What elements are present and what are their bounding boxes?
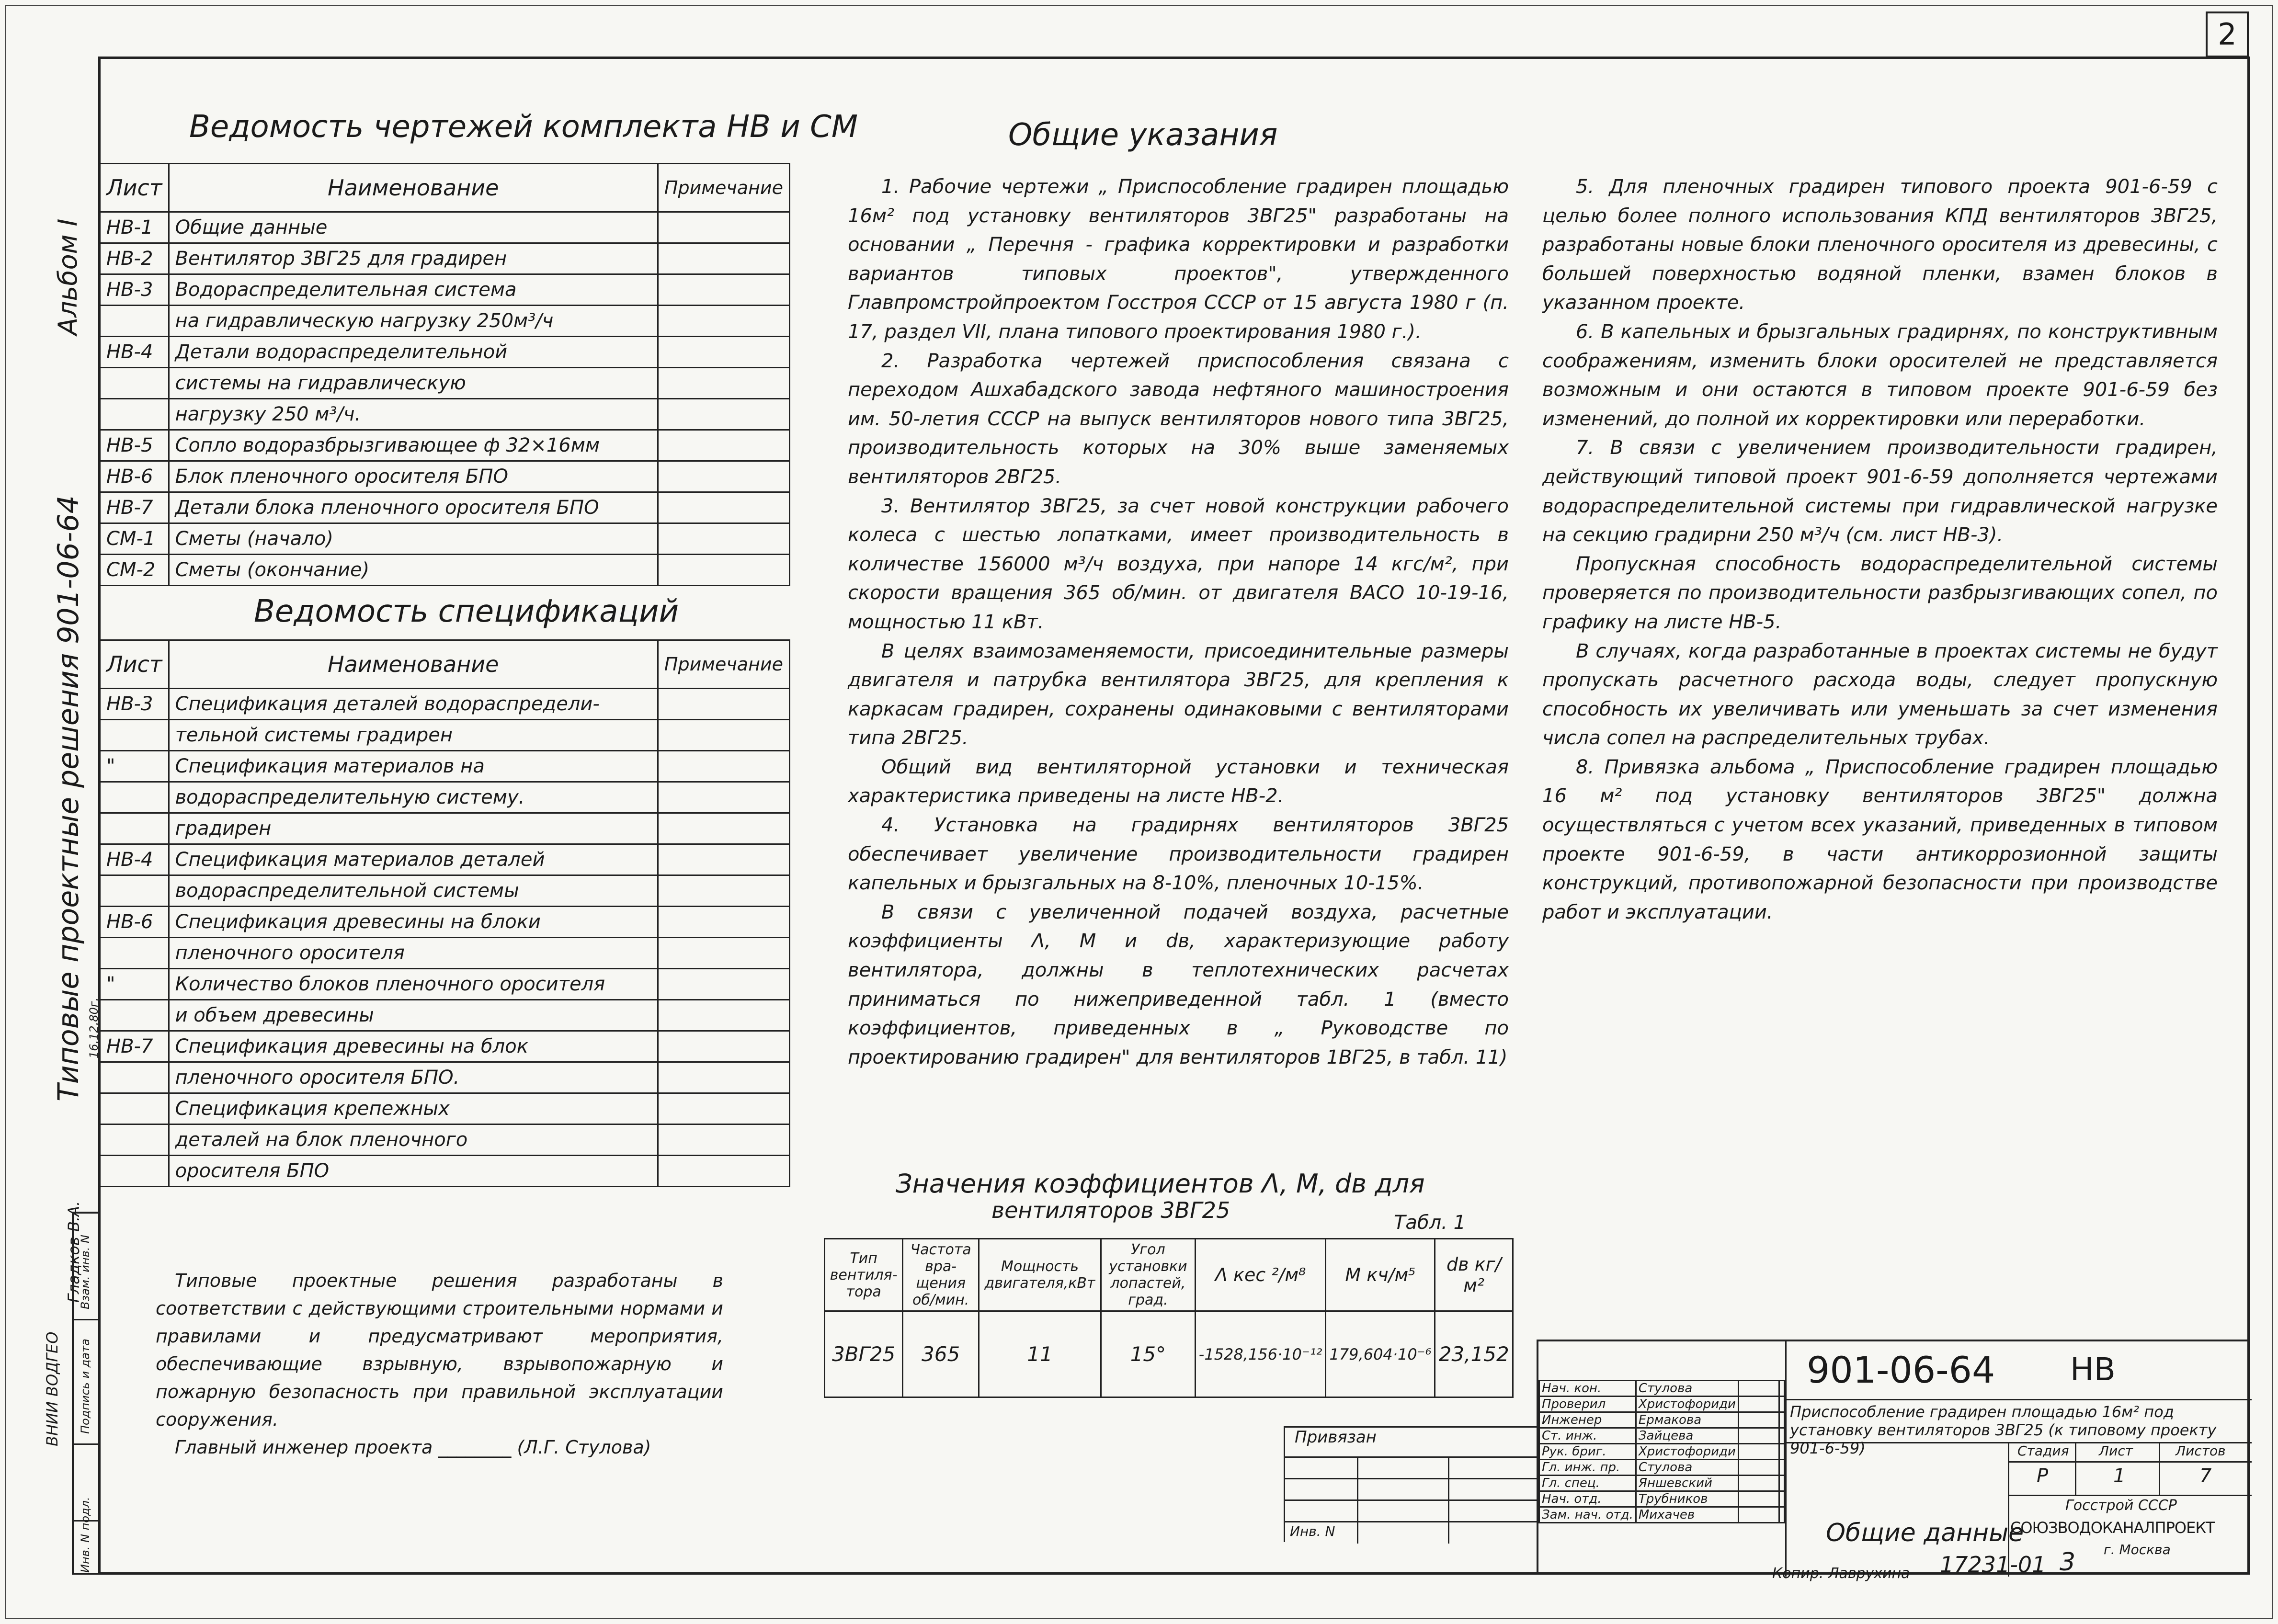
- safety-note: [156, 1267, 723, 1461]
- coef-value-cell: 3ВГ25: [825, 1311, 903, 1397]
- table-row: [100, 523, 790, 555]
- row-sheet-code: [100, 1093, 169, 1124]
- attach-inv-label: Инв. N: [1290, 1523, 1335, 1539]
- coef-value-cell: 365: [903, 1311, 979, 1397]
- coef-value-cell: 179,604·10⁻⁶: [1326, 1311, 1435, 1397]
- stamp-date: [1779, 1381, 1785, 1397]
- row-note: [658, 751, 789, 782]
- row-note: [658, 523, 789, 555]
- row-name: Вентилятор 3ВГ25 для градирен: [169, 243, 658, 274]
- row-sheet-code: [100, 1062, 169, 1093]
- row-name: Общие данные: [169, 212, 658, 243]
- row-sheet-code: СМ-2: [100, 555, 169, 586]
- row-note: [658, 274, 789, 306]
- row-name: Сопло водоразбрызгивающее ф 32×16мм: [169, 430, 658, 461]
- page-number: 3: [2060, 1548, 2076, 1577]
- row-name: водораспределительную систему.: [169, 782, 658, 813]
- stamp-person-name: Михачев: [1636, 1507, 1738, 1523]
- stamp-person-row: [1539, 1381, 1785, 1397]
- coef-header-cell: Частота вра-щения об/мин.: [903, 1239, 979, 1311]
- row-note: [658, 430, 789, 461]
- row-note: [658, 844, 789, 875]
- row-note: [658, 555, 789, 586]
- table-row: [100, 368, 790, 399]
- instruction-paragraph: 5. Для пленочных градирен типового проекта 901-6-59 с целью более полного использования КПД вентиляторов 3ВГ25, разработаны новые блоки пленочного оросителя из древесины, с большей поверхностью водяной пленки, взамен блоков в указанном проекте.: [1542, 176, 2218, 314]
- table-row: [100, 212, 790, 243]
- row-note: [658, 492, 789, 523]
- stamp-code: 901-06-64: [1807, 1349, 1995, 1391]
- row-note: [658, 1156, 789, 1187]
- stamp-role: Нач. кон.: [1539, 1381, 1636, 1397]
- table-row: [100, 306, 790, 337]
- drawings-header-note: Примечание: [658, 164, 789, 212]
- row-sheet-code: НВ-6: [100, 907, 169, 938]
- row-name: нагрузку 250 м³/ч.: [169, 399, 658, 430]
- row-name: пленочного оросителя: [169, 938, 658, 969]
- row-sheet-code: НВ-5: [100, 430, 169, 461]
- stamp-person-name: Стулова: [1636, 1381, 1738, 1397]
- stamp-signature: [1738, 1507, 1779, 1523]
- table-row: [100, 1062, 790, 1093]
- general-column-2: [1542, 172, 2218, 927]
- stamp-date: [1779, 1460, 1785, 1476]
- row-name: пленочного оросителя БПО.: [169, 1062, 658, 1093]
- stamp-date: [1779, 1428, 1785, 1444]
- table-row: [100, 938, 790, 969]
- row-sheet-code: НВ-1: [100, 212, 169, 243]
- table-row: [100, 430, 790, 461]
- row-note: [658, 969, 789, 1000]
- row-name: Спецификация деталей водораспредели-: [169, 689, 658, 720]
- row-name: тельной системы градирен: [169, 720, 658, 751]
- instruction-paragraph: 2. Разработка чертежей приспособления связана с переходом Ашхабадского завода нефтяного машиностроения им. 50-летия СССР на выпуск вентиляторов нового типа 3ВГ25, производительность которых на 30% выше заменяемых вентиляторов 2ВГ25.: [848, 350, 1509, 488]
- spec-header-name: Наименование: [169, 640, 658, 689]
- corner-sheet-number: 2: [2206, 11, 2249, 57]
- stamp-role: Зам. нач. отд.: [1539, 1507, 1636, 1523]
- table-row: [100, 751, 790, 782]
- table-row: [100, 243, 790, 274]
- stamp-role: Рук. бриг.: [1539, 1444, 1636, 1460]
- row-name: водораспределительной системы: [169, 875, 658, 907]
- safety-note-text: Типовые проектные решения разработаны в соответствии с действующими строительными нормами и правилами и предусматривают мероприятия, обеспечивающие взрывную, взрывопожарную и пожарную безопасность при правильной эксплуатации сооружения.: [156, 1270, 723, 1430]
- row-name: Спецификация древесины на блок: [169, 1031, 658, 1062]
- stamp-person-name: Яншевский: [1636, 1476, 1738, 1491]
- row-name: Блок пленочного оросителя БПО: [169, 461, 658, 492]
- coef-table: [824, 1238, 1514, 1398]
- spec-list-table: [99, 639, 790, 1187]
- stamp-person-row: [1539, 1476, 1785, 1491]
- row-sheet-code: НВ-6: [100, 461, 169, 492]
- row-name: Детали блока пленочного оросителя БПО: [169, 492, 658, 523]
- row-name: Спецификация древесины на блоки: [169, 907, 658, 938]
- stamp-signature: [1738, 1476, 1779, 1491]
- stamp-person-name: Стулова: [1636, 1460, 1738, 1476]
- table-row: [100, 1031, 790, 1062]
- stamp-role: Проверил: [1539, 1397, 1636, 1412]
- stamp-signature: [1738, 1397, 1779, 1412]
- stamp-role: Нач. отд.: [1539, 1491, 1636, 1507]
- coef-header-cell: Тип вентиля-тора: [825, 1239, 903, 1311]
- row-note: [658, 337, 789, 368]
- author-date: 16.12.80г.: [87, 997, 101, 1058]
- stamp-date: [1779, 1412, 1785, 1428]
- table-row: [100, 907, 790, 938]
- row-name: Количество блоков пленочного оросителя: [169, 969, 658, 1000]
- row-sheet-code: НВ-7: [100, 1031, 169, 1062]
- coef-header-cell: Угол установки лопастей, град.: [1101, 1239, 1196, 1311]
- coef-table-label: Табл. 1: [1394, 1212, 1466, 1234]
- row-note: [658, 212, 789, 243]
- attach-block: [1284, 1426, 1537, 1542]
- row-note: [658, 720, 789, 751]
- order-number: 17231-01: [1940, 1552, 2046, 1578]
- table-row: [100, 1000, 790, 1031]
- stamp-signature: [1738, 1412, 1779, 1428]
- coef-value-cell: 15°: [1101, 1311, 1196, 1397]
- table-row: [100, 720, 790, 751]
- row-sheet-code: НВ-4: [100, 844, 169, 875]
- coef-value-cell: 11: [979, 1311, 1101, 1397]
- instruction-paragraph: 1. Рабочие чертежи „ Приспособление градирен площадью 16м² под установку вентиляторов 3ВГ25" разработаны на основании „ Перечня - графика корректировки и разработки вариантов типовых проектов", утвержденного Главпромстройпроектом Госстроя СССР от 15 августа 1980 г (п. 17, раздел VII, плана типового проектирования 1980 г.).: [848, 176, 1509, 343]
- row-sheet-code: [100, 875, 169, 907]
- row-name: Спецификация крепежных: [169, 1093, 658, 1124]
- spec-list-title: Ведомость спецификаций: [254, 594, 679, 629]
- spec-header-note: Примечание: [658, 640, 789, 689]
- row-name: Водораспределительная система: [169, 274, 658, 306]
- side-col-replace: Взам. инв. N: [79, 1235, 92, 1309]
- coef-header-cell: Мощность двигателя,кВт: [979, 1239, 1101, 1311]
- stamp-person-name: Христофориди: [1636, 1444, 1738, 1460]
- instruction-paragraph: 4. Установка на градирнях вентиляторов 3ВГ25 обеспечивает увеличение производительности градирен капельных и брызгальных на 8-10%, пленочных 10-15%.: [848, 814, 1509, 895]
- side-col-sign: Подпись и дата: [79, 1339, 92, 1434]
- table-row: [100, 782, 790, 813]
- row-sheet-code: СМ-1: [100, 523, 169, 555]
- title-block: [1537, 1340, 2250, 1575]
- row-note: [658, 1093, 789, 1124]
- album-label: Альбом I: [53, 218, 83, 335]
- row-sheet-code: [100, 306, 169, 337]
- stamp-role: Гл. инж. пр.: [1539, 1460, 1636, 1476]
- stamp-person-name: Христофориди: [1636, 1397, 1738, 1412]
- row-sheet-code: [100, 399, 169, 430]
- coef-value-cell: -1528,156·10⁻¹²: [1195, 1311, 1326, 1397]
- row-note: [658, 782, 789, 813]
- stamp-person-row: [1539, 1507, 1785, 1523]
- instruction-paragraph: Общий вид вентиляторной установки и техническая характеристика приведены на листе НВ-2.: [848, 756, 1509, 807]
- row-sheet-code: [100, 813, 169, 844]
- stamp-person-row: [1539, 1397, 1785, 1412]
- row-note: [658, 1062, 789, 1093]
- stamp-person-row: [1539, 1428, 1785, 1444]
- row-name: и объем древесины: [169, 1000, 658, 1031]
- row-sheet-code: НВ-2: [100, 243, 169, 274]
- row-sheet-code: ": [100, 969, 169, 1000]
- row-note: [658, 306, 789, 337]
- stamp-sheet-label: Лист: [2099, 1443, 2133, 1459]
- instruction-paragraph: 6. В капельных и брызгальных градирнях, по конструктивным соображениям, изменить блоки оросителей не представляется возможным и они остаются в типовом проекте 901-6-59 без изменений, до полной их корректировки или переработки.: [1542, 320, 2218, 430]
- row-sheet-code: [100, 1156, 169, 1187]
- stamp-mark: НВ: [2070, 1351, 2116, 1388]
- row-note: [658, 368, 789, 399]
- row-name: оросителя БПО: [169, 1156, 658, 1187]
- stamp-org-3: г. Москва: [2104, 1542, 2171, 1557]
- table-row: [100, 689, 790, 720]
- row-note: [658, 907, 789, 938]
- chief-engineer-signature: Главный инженер проекта ________ (Л.Г. Стулова): [175, 1437, 651, 1458]
- instruction-paragraph: Пропускная способность водораспределительной системы проверяется по производительности разбрызгивающих сопел, по графику на листе НВ-5.: [1542, 553, 2218, 633]
- row-note: [658, 689, 789, 720]
- coef-table-title: Значения коэффициентов Λ, M, dв для: [896, 1169, 1425, 1199]
- row-sheet-code: НВ-4: [100, 337, 169, 368]
- row-sheet-code: НВ-3: [100, 689, 169, 720]
- table-row: [100, 1124, 790, 1156]
- row-sheet-code: [100, 368, 169, 399]
- series-label: Типовые проектные решения 901-06-64: [52, 495, 85, 1102]
- table-row: [100, 1093, 790, 1124]
- stamp-role: Инженер: [1539, 1412, 1636, 1428]
- stamp-sheets: 7: [2199, 1465, 2212, 1487]
- stamp-person-row: [1539, 1444, 1785, 1460]
- stamp-person-name: Ермакова: [1636, 1412, 1738, 1428]
- stamp-sheet: 1: [2113, 1465, 2126, 1487]
- row-sheet-code: НВ-7: [100, 492, 169, 523]
- stamp-date: [1779, 1476, 1785, 1491]
- table-row: [100, 969, 790, 1000]
- author-label: Гладков В.А.: [65, 1201, 83, 1303]
- stamp-person-row: [1539, 1412, 1785, 1428]
- stamp-signature: [1738, 1491, 1779, 1507]
- row-note: [658, 461, 789, 492]
- table-row: [100, 555, 790, 586]
- row-name: Спецификация материалов на: [169, 751, 658, 782]
- stamp-org-2: СОЮЗВОДОКАНАЛПРОЕКТ: [2010, 1519, 2215, 1537]
- general-title: Общие указания: [1008, 117, 1278, 153]
- row-note: [658, 399, 789, 430]
- side-col-inv: Инв. N подл.: [79, 1497, 92, 1573]
- instruction-paragraph: 8. Привязка альбома „ Приспособление градирен площадью 16 м² под установку вентиляторов 3ВГ25" должна осуществляться с учетом всех указаний, приведенных в типовом проекте 901-6-59, в части антикоррозионной защиты конструкций, противопожарной безопасности при производстве работ и эксплуатации.: [1542, 756, 2218, 923]
- stamp-person-name: Трубников: [1636, 1491, 1738, 1507]
- spec-header-sheet: Лист: [100, 640, 169, 689]
- table-row: [100, 274, 790, 306]
- instruction-paragraph: В целях взаимозаменяемости, присоединительные размеры двигателя и патрубка вентилятора 3ВГ25, для крепления к каркасам градирен, сохранены одинаковыми с вентиляторами типа 2ВГ25.: [848, 640, 1509, 750]
- table-row: [100, 813, 790, 844]
- row-name: на гидравлическую нагрузку 250м³/ч: [169, 306, 658, 337]
- coef-header-cell: dв кг/м²: [1435, 1239, 1513, 1311]
- attach-label: Привязан: [1295, 1428, 1377, 1447]
- row-sheet-code: [100, 720, 169, 751]
- row-sheet-code: [100, 938, 169, 969]
- stamp-stage: Р: [2037, 1465, 2049, 1487]
- instruction-paragraph: 7. В связи с увеличением производительности градирен, действующий типовой проект 901-6-59 дополняется чертежами водораспределительной системы при гидравлической нагрузке на секцию градирни 250 м³/ч (см. лист НВ-3).: [1542, 437, 2218, 546]
- row-sheet-code: [100, 782, 169, 813]
- row-sheet-code: [100, 1124, 169, 1156]
- stamp-signature: [1738, 1428, 1779, 1444]
- drawings-header-sheet: Лист: [100, 164, 169, 212]
- org-label: ВНИИ ВОДГЕО: [43, 1331, 61, 1446]
- coef-table-subtitle: вентиляторов 3ВГ25: [991, 1197, 1230, 1223]
- row-note: [658, 938, 789, 969]
- stamp-person-name: Зайцева: [1636, 1428, 1738, 1444]
- coef-header-cell: M кч/м⁵: [1326, 1239, 1435, 1311]
- row-sheet-code: [100, 1000, 169, 1031]
- table-row: [100, 492, 790, 523]
- drawings-header-name: Наименование: [169, 164, 658, 212]
- coef-value-cell: 23,152: [1435, 1311, 1513, 1397]
- stamp-date: [1779, 1444, 1785, 1460]
- row-name: Спецификация материалов деталей: [169, 844, 658, 875]
- row-name: деталей на блок пленочного: [169, 1124, 658, 1156]
- row-name: системы на гидравлическую: [169, 368, 658, 399]
- row-note: [658, 1124, 789, 1156]
- table-row: [100, 337, 790, 368]
- stamp-date: [1779, 1491, 1785, 1507]
- coef-header-cell: Λ кес ²/м⁸: [1195, 1239, 1326, 1311]
- table-row: [100, 1156, 790, 1187]
- stamp-sheets-label: Листов: [2175, 1443, 2226, 1459]
- stamp-org-1: Госстрой СССР: [2065, 1497, 2177, 1514]
- row-name: Сметы (окончание): [169, 555, 658, 586]
- instruction-paragraph: В случаях, когда разработанные в проектах системы не будут пропускать расчетного расхода воды, следует пропускную способность их увеличивать или уменьшать за счет изменения числа сопел на распределительных трубах.: [1542, 640, 2218, 750]
- row-note: [658, 875, 789, 907]
- stamp-date: [1779, 1397, 1785, 1412]
- side-stamp-columns: [72, 1212, 98, 1575]
- stamp-people-table: [1538, 1380, 1785, 1523]
- row-sheet-code: ": [100, 751, 169, 782]
- instruction-paragraph: 3. Вентилятор 3ВГ25, за счет новой конструкции рабочего колеса с шестью лопатками, имеет производительность в количестве 156000 м³/ч воздуха, при напоре 14 кгс/м², при скорости вращения 365 об/мин. от двигателя ВАСО 10-19-16, мощностью 11 кВт.: [848, 495, 1509, 633]
- instruction-paragraph: В связи с увеличенной подачей воздуха, расчетные коэффициенты Λ, M и dв, характеризующие работу вентилятора, должны в теплотехнических расчетах приниматься по нижеприведенной табл. 1 (вместо коэффициентов, приведенных в „ Руководстве по проектированию градирен" для вентиляторов 1ВГ25, в табл. 11): [848, 901, 1509, 1068]
- drawings-list-title: Ведомость чертежей комплекта НВ и СМ: [189, 109, 858, 145]
- row-sheet-code: НВ-3: [100, 274, 169, 306]
- table-row: [100, 461, 790, 492]
- row-name: Детали водораспределительной: [169, 337, 658, 368]
- stamp-sheet-title: Общие данные: [1826, 1519, 2024, 1547]
- row-note: [658, 1031, 789, 1062]
- stamp-role: Ст. инж.: [1539, 1428, 1636, 1444]
- table-row: [100, 875, 790, 907]
- row-name: Сметы (начало): [169, 523, 658, 555]
- stamp-stage-label: Стадия: [2017, 1443, 2069, 1459]
- stamp-role: Гл. спец.: [1539, 1476, 1636, 1491]
- table-row: [100, 844, 790, 875]
- row-note: [658, 243, 789, 274]
- stamp-person-row: [1539, 1491, 1785, 1507]
- stamp-person-row: [1539, 1460, 1785, 1476]
- stamp-date: [1779, 1507, 1785, 1523]
- stamp-description: Приспособление градирен площадью 16м² под установку вентиляторов 3ВГ25 (к типовому проекту 901-6-59): [1790, 1403, 2217, 1457]
- stamp-signature: [1738, 1460, 1779, 1476]
- drawings-list-table: [99, 163, 790, 586]
- copied-by: Копир. Лаврухина: [1772, 1565, 1910, 1582]
- stamp-signature: [1738, 1444, 1779, 1460]
- stamp-signature: [1738, 1381, 1779, 1397]
- row-note: [658, 813, 789, 844]
- row-note: [658, 1000, 789, 1031]
- row-name: градирен: [169, 813, 658, 844]
- table-row: [100, 399, 790, 430]
- general-column-1: [848, 172, 1509, 1072]
